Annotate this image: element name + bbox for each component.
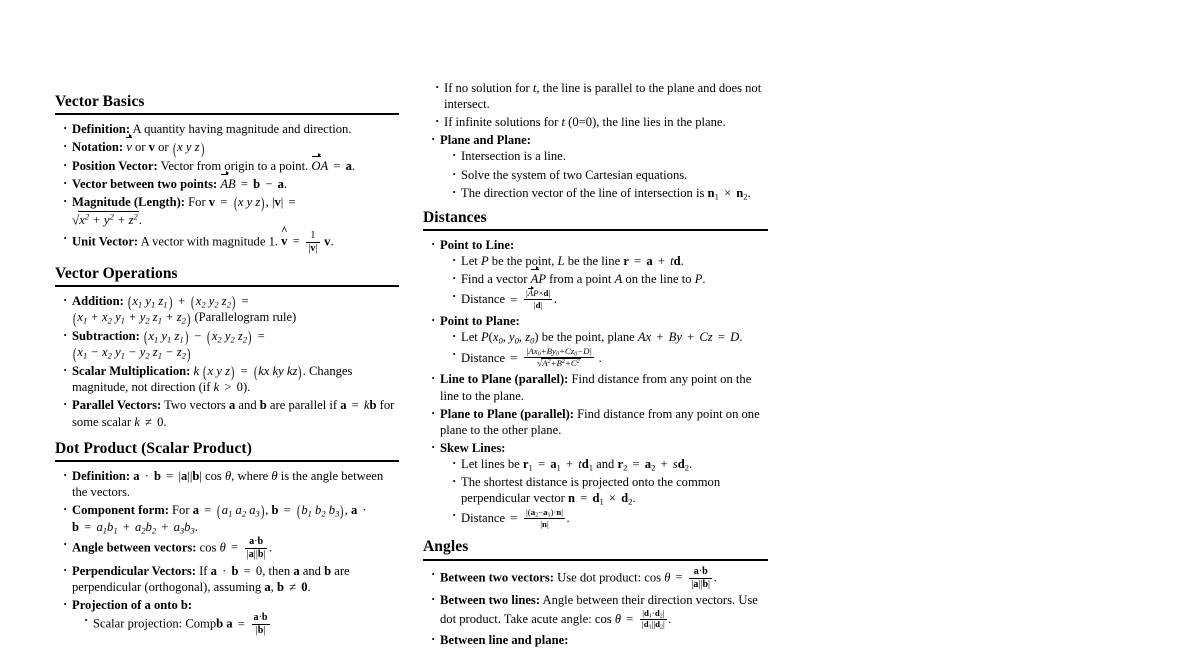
list-plane-and-plane <box>423 132 769 200</box>
item-term: Magnitude (Length): <box>72 195 185 210</box>
item-term: Position Vector: <box>72 158 158 173</box>
item-term: Between two lines: <box>440 593 541 608</box>
list-item: · If no solution for t, the line is parallel to the plane and does not intersect. <box>435 80 769 112</box>
heading-rule <box>423 229 768 231</box>
sublist-skew-lines <box>440 456 769 529</box>
list-continued-line-plane <box>423 80 769 130</box>
item-term: Skew Lines: <box>440 440 506 455</box>
list-item <box>431 440 769 529</box>
list-item: · Between two vectors: Use dot product: cos θ = $\frac{a\cdot b}{|a||b|}$ . <box>431 567 769 591</box>
list-item: · Parallel Vectors: Two vectors a and b are parallel if a = kb for some scalar k ≠ 0. <box>63 397 400 429</box>
list-item: · If infinite solutions for t (0=0), the line lies in the plane. <box>435 114 769 130</box>
item-term: Notation: <box>72 140 124 155</box>
list-item: · Position Vector: Vector from origin to a point. OA = a. <box>63 158 400 174</box>
list-item <box>431 313 769 370</box>
item-term: Point to Plane: <box>440 313 520 328</box>
list-vector-operations <box>55 293 400 430</box>
heading-rule <box>55 285 399 287</box>
list-item: · Scalar projection: Compb a = $\frac{a\cdot b}{|b|}$ <box>84 613 400 637</box>
list-item: · Vector between two points: AB = b − a. <box>63 176 400 192</box>
list-item: · Line to Plane (parallel): Find distance from any point on the line to the plane. <box>431 371 769 403</box>
right-column <box>423 0 769 647</box>
sublist-point-to-line <box>440 253 769 310</box>
item-term: Projection of a onto b: <box>72 597 193 612</box>
list-item: · Component form: For $a = (a_1$ $a_2$ $a_3$), $b = (b_1$ $b_2$ $b_3$), a · $b = a_1b_1 + a_2b_2 + a_3b_3$. <box>63 502 400 535</box>
list-item: · Notation: v or v or (x y z) <box>63 139 400 155</box>
list-item: · Addition: ($x_1$ $y_1$ $z_1) + (x_2$ $y_2$ $z_2$) = ($x_1 + x_2$ $y_1 + y_2$ $z_1 + z_2$) (Parallelogram rule) <box>63 293 400 326</box>
item-term: Point to Line: <box>440 238 515 253</box>
section-heading-vector-basics: Vector Basics <box>55 93 145 110</box>
item-term: Plane to Plane (parallel): <box>440 406 574 421</box>
heading-rule <box>55 460 399 462</box>
item-term: Vector between two points: <box>72 177 218 192</box>
item-term: Definition: <box>72 122 131 137</box>
item-term: Angle between vectors: <box>72 540 197 555</box>
list-item: · Distance = $\frac{|Ax_0+By_0+Cz_0-D|}{√A^2+B^2+C^2}$ . <box>452 347 769 370</box>
item-term: Perpendicular Vectors: <box>72 563 196 578</box>
item-term: Between line and plane: <box>440 632 569 647</box>
section-heading-angles: Angles <box>423 538 469 556</box>
list-item: · Distance = $\frac{|AP\times d|}{|d|}$ . <box>452 289 769 310</box>
list-item: · Plane to Plane (parallel): Find distance from any point on one plane to the other plane. <box>431 406 769 438</box>
section-heading-dot-product: Dot Product (Scalar Product) <box>55 439 252 457</box>
list-item <box>431 632 769 648</box>
item-term: Scalar Multiplication: <box>72 363 191 378</box>
list-item: · Subtraction: ($x_1$ $y_1$ $z_1) - (x_2$ $y_2$ $z_2$) = ($x_1 - x_2$ $y_1 - y_2$ $z_1 - z_2$) <box>63 328 400 361</box>
section-heading-distances: Distances <box>423 208 487 226</box>
list-item <box>431 132 769 200</box>
list-item: · Find a vector AP from a point A on the line to P. <box>452 271 769 287</box>
list-item: · Intersection is a line. <box>452 148 769 164</box>
list-dot-product <box>55 468 400 637</box>
item-term: Line to Plane (parallel): <box>440 372 569 387</box>
item-term: Definition: <box>72 469 131 483</box>
item-term: Addition: <box>72 293 124 308</box>
sublist-point-to-plane <box>440 329 769 370</box>
list-distances <box>423 237 769 529</box>
list-item: · Distance = $\frac{|(a_2-a_1)\cdot n|}{|n|}$ . <box>452 508 769 529</box>
item-term: Plane and Plane: <box>440 133 531 148</box>
heading-rule <box>55 113 399 115</box>
list-item: · Definition: a · b = |a||b| cos θ, where θ is the angle between the vectors. <box>63 468 400 500</box>
list-item: · Let P be the point, L be the line r = a + td. <box>452 253 769 269</box>
list-item: · Between two lines: Angle between their direction vectors. Use dot product. Take acute angle: cos θ = $\frac{|d_1\cdot d_2|}{|d_1||d_2|}$ . <box>431 592 769 629</box>
sublist-projection <box>72 613 400 637</box>
list-item: · Perpendicular Vectors: If a · b = 0, then a and b are perpendicular (orthogonal), assuming a, b ≠ 0. <box>63 563 400 595</box>
list-item: · The direction vector of the line of intersection is $n_1 \times n_2$. <box>452 185 769 201</box>
list-vector-basics <box>55 121 400 254</box>
list-item: · Magnitude (Length): For v = (x y z), |v| = $√x^2 + y^2 + z^2$. <box>63 194 400 229</box>
sublist-plane-and-plane <box>440 148 769 200</box>
list-item: · Let lines be $r_1 = a_1 + td_1$ and $r_2 = a_2 + sd_2$. <box>452 456 769 472</box>
heading-rule <box>423 559 768 561</box>
list-item <box>431 237 769 310</box>
list-item: · Let $P(x_0$, $y_0$, $z_0$) be the point, plane Ax + By + Cz = D. <box>452 329 769 345</box>
item-term: Component form: <box>72 503 169 518</box>
list-item: · Solve the system of two Cartesian equations. <box>452 167 769 183</box>
item-term: Parallel Vectors: <box>72 398 162 413</box>
list-item <box>63 597 400 637</box>
section-heading-vector-operations: Vector Operations <box>55 264 178 282</box>
list-item: · Angle between vectors: cos θ = $\frac{a\cdot b}{|a||b|}$ . <box>63 537 400 561</box>
item-term: Unit Vector: <box>72 234 139 249</box>
list-item: · The shortest distance is projected onto the common perpendicular vector $n = d_1 \times d_2$. <box>452 474 769 506</box>
left-column <box>55 0 400 636</box>
list-item: · Scalar Multiplication: k (x y z) = (kx ky kz). Changes magnitude, not direction (if k > 0). <box>63 363 400 396</box>
item-term: Between two vectors: <box>440 570 554 585</box>
list-item: · Definition: A quantity having magnitude and direction. <box>63 121 400 137</box>
list-angles <box>423 567 769 648</box>
list-item: · Unit Vector: A vector with magnitude 1. v ^ = $\frac{1}{|v|}$ v. <box>63 231 400 255</box>
item-term: Subtraction: <box>72 328 140 343</box>
